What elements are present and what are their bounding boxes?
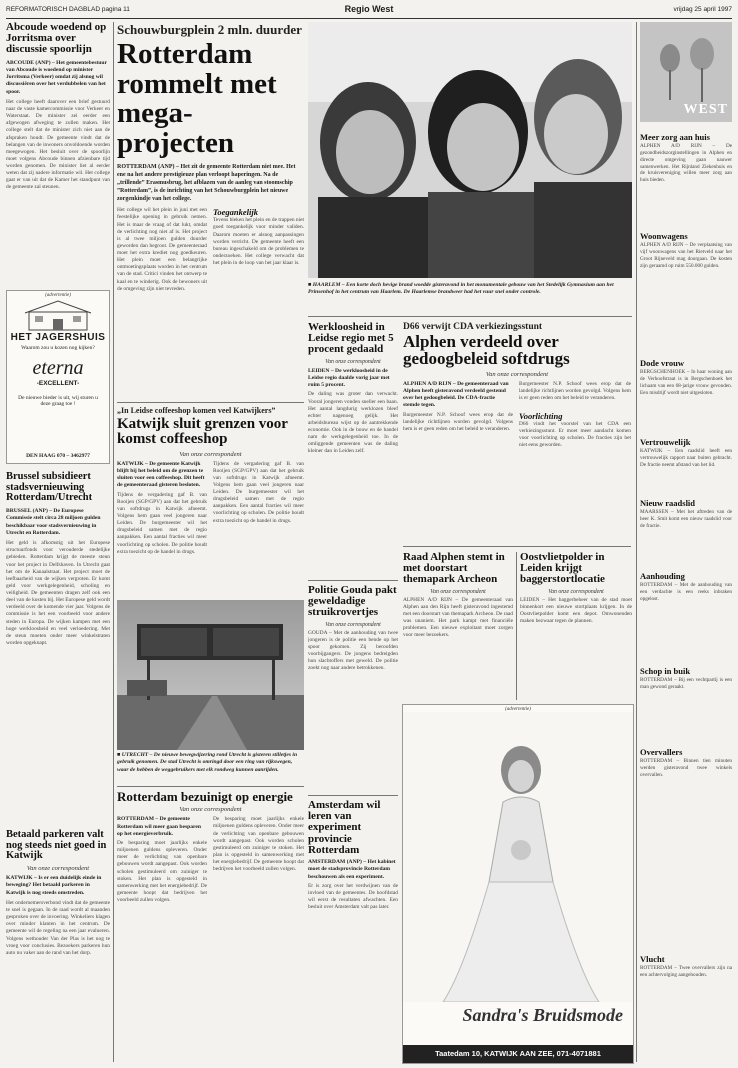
headline: Amsterdam wil leren van experiment provincie Rotterdam [308, 799, 381, 856]
body-col-b: Tevens bleken het plein en de trappen niet goed toegankelijk voor minder validen. Daarom moeten er alsnog aanpassingen worden verricht. De gemeente heeft een bureau ingeschakeld om de problemen te onderzoeken. Het college verwacht dat het plein in de loop van het jaar klaar is. [213, 217, 304, 267]
byline: Van onze correspondent [430, 588, 486, 595]
headline: Rotterdam bezuinigt op energie [117, 789, 293, 804]
article-katwijk-parkeren [6, 830, 110, 1040]
col-divider [636, 22, 637, 1062]
body: LEIDEN – Het baggerbeheer van de stad moet binnenkort een nieuwe stortplaats krijgen. In de Oostvlietpolder komt een depot. Omwonenden maken bezwaar tegen de plannen. [520, 596, 632, 625]
headline: Rotterdam rommelt met mega-projecten [117, 38, 277, 159]
lead: KATWIJK – De gemeente Katwijk blijft bij het beleid om de grenzen te sluiten voor een coffeeshop. Dit heeft de gemeenteraad gisteren besloten. [117, 460, 205, 489]
brief-text: ALPHEN A/D RIJN – De verplaatsing van vijf woonwagens van het Rietveld naar het Groot Rijneveld mag doorgaan. De kosten zijn geraamd op ruim 550.000 gulden. [640, 242, 732, 269]
headline: Katwijk sluit grenzen voor komst coffeeshop [117, 416, 288, 448]
brief-title: Aanhouding [640, 571, 685, 581]
brief-text: KATWIJK – Een raadslid heeft een vertrouwelijk rapport naar buiten gebracht. De fractie neemt afstand van het lid. [640, 448, 732, 468]
article-katwijk-coffeeshop [117, 406, 304, 621]
body: Er is zorg over het verdwijnen van de invloed van de gemeentes. De hoofdstad wil eerst de resultaten afwachten. Een besluit over Amsterdam valt pas later. [308, 882, 398, 911]
section-rule [403, 546, 631, 547]
article-archeon [403, 552, 513, 717]
headline: Abcoude woedend op Jorritsma over discussie spoorlijn [6, 21, 107, 56]
headline: Politie Gouda pakt geweldadige struikrovertjes [308, 584, 397, 619]
section-rule [308, 316, 632, 317]
body: De daling was groter dan verwacht. Vooral jongeren vonden sneller een baan. Het aantal langdurig werklozen bleef echter nagenoeg gelijk. Het arbeidsbureau wijst op de aantrekkende economie. Ook in de bouw en de handel nam de werkgelegenheid toe. In de omliggende gemeenten was de daling kleiner dan in Leiden zelf. [308, 391, 398, 455]
paper-page-label: REFORMATORISCH DAGBLAD pagina 11 [6, 6, 130, 13]
ad-bridal [402, 704, 634, 1064]
brief-text: ROTTERDAM – Bij een vechtpartij is een man gewond geraakt. [640, 677, 732, 690]
ad-subtitle: Waarom zou u kozen nog kijken? [21, 345, 95, 351]
kicker: „In Leidse coffeeshop komen veel Katwijkers” [117, 406, 276, 415]
brief-title: Vlucht [640, 954, 665, 964]
page-date: vrijdag 25 april 1997 [673, 6, 732, 13]
brief-item [640, 571, 732, 660]
region-banner [640, 22, 732, 122]
photo-haarlem-students [308, 22, 632, 278]
article-brussel [6, 472, 110, 772]
house-icon [7, 298, 109, 332]
brief-item [640, 747, 732, 948]
body: Burgemeester N.P. Schoof wees erop dat de landelijke richtlijnen worden gevolgd. Volgens hem is er geen reden om het beleid te veranderen. [403, 411, 513, 432]
brief-text: ROTTERDAM – Twee overvallers zijn na een achtervolging aangehouden. [640, 965, 732, 978]
brief-title: Nieuw raadslid [640, 498, 696, 508]
ad-label: (advertentie) [505, 707, 531, 712]
headline: Betaald parkeren valt nog steeds niet goed in Katwijk [6, 829, 107, 862]
headline: Oostvlietpolder in Leiden krijgt baggerstortlocatie [520, 551, 605, 586]
body: ALPHEN A/D RIJN – De gemeenteraad van Alphen aan den Rijn heeft gisteravond ingestemd met een doorstart van themapark Archeon. De raad was unaniem. Het park kampt met financiële problemen. Een nieuwe exploitant moet zorgen voor meer bezoekers. [403, 596, 513, 639]
headline: Alphen verdeeld over gedoogbeleid softdrugs [403, 332, 570, 369]
body-col-b: Tijdens de vergadering gaf B. van Rooijen (SGP/GPV) aan dat het gebruik van softdrugs in Katwijk afneemt. Volgens hem gaan veel jongeren naar Leiden. De burgemeester wil het drugsbeleid samen met de regio aanpakken. Een aantal fracties wil meer voorlichting op scholen. De politie houdt extra toezicht op de handel in drugs. [213, 460, 304, 524]
news-briefs [640, 126, 732, 1045]
photo-caption-haarlem: ■ HAARLEM – Een korte doch hevige brand woedde gisteravond in het monumentale gebouw van het Stedelijk Gymnasium aan het Prinsenhof in het centrum van Haarlem. De Haarlemse brandweer had het vuur snel onder controle. [308, 282, 614, 296]
byline: Van onze correspondent [179, 450, 242, 458]
article-amsterdam [308, 800, 398, 1048]
brief-item [640, 358, 732, 431]
body-col-a: Het college wil het plein in juni met een feestelijke opening in gebruik nemen. Het is maar de vraag of dat lukt, omdat de verlichting nog niet af is. Het project is al twee miljoen gulden duurder geworden dan begroot. De gemeenteraad moet het extra krediet nog goedkeuren. Het plein moet een belangrijke ontmoetingsplaats worden in het centrum van de stad. Critici vinden het ontwerp te kaal en te winderig. Ook de bewoners uit de omgeving zijn niet tevreden. [117, 207, 207, 292]
article-rotterdam-projects [117, 22, 304, 367]
ad-brand: eterna [32, 357, 84, 379]
body: Het geld is afkomstig uit het Europese structuurfonds voor verouderde stedelijke gebieden. Rotterdam krijgt de meeste steun voor het project in Delfshaven. In Utrecht gaat het om de Kanaalstraat. Het project moet de leefbaarheid van de wijken vergroten. Er komt geld voor werkgelegenheid, scholing en veiligheid. De gemeenten dragen zelf ook een deel van de kosten bij. Het Europese geld wordt verdeeld over de komende vier jaar. Volgens de commissie is het een voorbeeld voor andere steden in Europa. De wijken kampen met een hoge werkloosheid en veel verloedering. Met de steun moeten onder meer winkelstraten worden opgeknapt. [6, 540, 110, 646]
body: Het ondernemersverbond vindt dat de gemeente te snel is gegaan. In de raad wordt al maanden gesproken over de invoering. Winkeliers klagen over minder klanten in het centrum. De gemeente wil de regeling na een jaar evalueren. Volgens wethouder Van der Plas is het nog te vroeg voor conclusies. Bezoekers parkeren hun auto nu vaker aan de rand van het dorp. [6, 899, 110, 956]
headline: Werkloosheid in Leidse regio met 5 procent gedaald [308, 321, 394, 356]
section-rule [117, 402, 304, 403]
ad-label: (advertentie) [45, 293, 71, 298]
brief-title: Schop in buik [640, 666, 691, 676]
ad-title: HET JAGERSHUIS [10, 332, 106, 343]
headline: Raad Alphen stemt in met doorstart themapark Archeon [403, 551, 505, 586]
body-col-b: De besparing moet jaarlijks enkele miljoenen guldens opleveren. Onder meer de verlichting van openbare gebouwen wordt aangepast. Ook worden scholen gestimuleerd om zuiniger te stoken. Het plan is opgesteld in samenwerking met het energiebedrijf. De gemeente hoopt dat bedrijven het voorbeeld zullen volgen. [213, 816, 304, 873]
brief-text: ROTTERDAM – Binnen tien minuten werden gisteravond twee winkels overvallen. [640, 758, 732, 778]
headline: Brussel subsidieert stadsvernieuwing Rotterdam/Utrecht [6, 471, 93, 504]
ad-address: Taatedam 10, KATWIJK AAN ZEE, 071-4071881 [403, 1045, 633, 1063]
page-header [6, 4, 732, 18]
photo-utrecht-road [117, 600, 304, 750]
brief-title: Dode vrouw [640, 358, 684, 368]
header-rule [6, 18, 732, 19]
lead: KATWIJK – Is er een duidelijk einde in beweging? Het betaald parkeren in Katwijk is nog steeds omstreden. [6, 875, 102, 896]
lead: ROTTERDAM – De gemeente Rotterdam wil meer gaan besparen op het energieverbruik. [117, 816, 201, 837]
ad-brand: Sandra's Bruidsmode [462, 1005, 623, 1025]
lead: ABCOUDE (ANP) – Het gemeentebestuur van Abcoude is woedend op minister Jorritsma (Verkeer) omdat zij alsnog wil discussiëren over het verdubbelen van het spoor. [6, 59, 107, 95]
byline: Van onze correspondent [26, 865, 90, 873]
section-title: Regio West [344, 4, 394, 14]
byline: Van onze correspondent [325, 621, 381, 628]
body: GOUDA – Met de aanhouding van twee jongeren is de politie een bende op het spoor gekomen. Zij beroofden voorbijgangers. De jongens bedreigden hun slachtoffers met geweld. De politie zoekt nog naar andere betrokkenen. [308, 629, 398, 672]
brief-item [640, 498, 732, 565]
byline: Van onze correspondent [548, 588, 604, 595]
article-politie-gouda [308, 585, 398, 775]
lead: LEIDEN – De werkloosheid in de Leidse regio daalde vorig jaar met ruim 5 procent. [308, 367, 390, 389]
brief-item [640, 132, 732, 225]
article-abcoude [6, 22, 110, 276]
kicker: D66 verwijt CDA verkiezingsstunt [403, 322, 543, 332]
brief-item [640, 231, 732, 352]
brief-title: Vertrouwelijk [640, 437, 691, 447]
article-alphen-softdrugs [403, 322, 631, 521]
kicker: Schouwburgplein 2 mln. duurder [117, 22, 302, 37]
article-werkloosheid [308, 322, 398, 549]
article-rotterdam-energie [117, 790, 304, 1056]
photo-caption-utrecht: ■ UTRECHT – De nieuwe bewegwijzering rond Utrecht is gisteren stilletjes in gebruik genomen. De stad Utrecht is omringd door een ring van rijkswegen, waar de hebben de weggebruikers met elk rondweg kunnen aanrijden. [117, 752, 298, 773]
body: Tijdens de vergadering gaf B. van Rooijen (SGP/GPV) aan dat het gebruik van softdrugs in Katwijk afneemt. Volgens hem gaan veel jongeren naar Leiden. De burgemeester wil het drugsbeleid samen met de regio aanpakken. Een aantal fracties wil meer voorlichting op scholen. De politie houdt extra toezicht op de handel in drugs. [117, 491, 207, 555]
byline: Van onze correspondent [485, 370, 549, 378]
body-b: D66 vindt het voorstel van het CDA een verkiezingsstunt. Er moet meer aandacht komen voor voorlichting op scholen. De fracties zijn het niet eens geworden. [519, 420, 631, 449]
ad-tagline: -EXCELLENT- [36, 380, 80, 387]
brief-text: MAARSSEN – Met het aftreden van de heer K. Smit komt een nieuw raadslid voor de fractie. [640, 509, 732, 529]
lead: ALPHEN A/D RIJN – De gemeenteraad van Alphen heeft gisteravond verdeeld gestemd over het gedoogbeleid. De CDA-fractie stemde tegen. [403, 380, 509, 409]
ad-text: De nieuwe bieder is uit, wij sturen u deze graag toe ! [18, 395, 98, 407]
article-oostvlietpolder [520, 552, 632, 709]
brief-title: Overvallers [640, 747, 683, 757]
body: Het college heeft daarover een brief gestuurd naar de vaste kamercommissie voor Verkeer en Waterstaat. De minister zei eerder een afgewogen afweging te zullen maken. Het college stelt dat de minister zich niet aan de afspraken houdt. De gemeente vindt dat de belangen van de inwoners onvoldoende worden meegewogen. Het besluit over de spoorlijn moet volgens Abcoude binnen afzienbare tijd worden genomen. De minister liet al eerder weten dat zij nadere informatie wil. Het college gaat er van uit dat de Kamer het standpunt van de gemeente zal steunen. [6, 98, 110, 191]
body-cont: Burgemeester N.P. Schoof wees erop dat de landelijke richtlijnen worden gevolgd. Volgens hem is er geen reden om het beleid te veranderen. [519, 380, 631, 401]
brief-title: Meer zorg aan huis [640, 132, 710, 142]
col-divider [516, 552, 517, 700]
section-rule [308, 795, 398, 796]
subhead: Voorlichting [519, 410, 563, 421]
lead: BRUSSEL (ANP) – De Europese Commissie stelt circa 28 miljoen gulden beschikbaar voor stadsvernieuwing in Utrecht en Rotterdam. [6, 508, 101, 536]
byline: Van onze correspondent [179, 806, 242, 814]
banner-title: WEST [683, 102, 728, 117]
ad-jagershuis [6, 290, 110, 464]
lead: ROTTERDAM (ANP) – Het zit de gemeente Rotterdam niet mee. Het ene na het andere prestigieuze plan verloopt haperingen. Na de „trillende” Erasmusbrug, het afblazen van de aanleg van stoomschip ”Rotterdam”, is de inrichting van het Schouwburgplein het nieuwe zorgenkindje van het college. [117, 164, 296, 202]
col-divider [113, 22, 114, 1062]
brief-item [640, 666, 732, 741]
subhead: Toegankelijk [213, 207, 259, 218]
ad-phone: DEN HAAG 070 – 3462977 [26, 453, 90, 459]
brief-text: ALPHEN A/D RIJN – De gezondheidszorginstellingen in Alphen en directe omgeving gaan nauwer samenwerken. Het Rijnland Ziekenhuis en de kruisvereniging willen meer zorg aan huis bieden. [640, 143, 732, 184]
section-rule [117, 786, 304, 787]
body: De besparing moet jaarlijks enkele miljoenen guldens opleveren. Onder meer de verlichting van openbare gebouwen wordt aangepast. Ook worden scholen gestimuleerd om zuiniger te stoken. Het plan is opgesteld in samenwerking met het energiebedrijf. De gemeente hoopt dat bedrijven het voorbeeld zullen volgen. [117, 840, 207, 904]
brief-item [640, 954, 732, 1045]
brief-text: ROTTERDAM – Met de aanhouding van een verdachte is een reeks inbraken opgelost. [640, 582, 732, 602]
brief-text: BERGSCHENHOEK – In haar woning aan de Verhoofstraat is in Bergschenhoek het lichaam van een 68-jarige vrouw gevonden. Een misdrijf wordt niet uitgesloten. [640, 369, 732, 396]
section-rule [308, 580, 398, 581]
brief-title: Woonwagens [640, 231, 688, 241]
byline: Van onze correspondent [325, 358, 381, 365]
lead: AMSTERDAM (ANP) – Het kabinet moet de stadsprovincie Rotterdam beschouwen als een experiment. [308, 859, 396, 880]
bride-image [403, 712, 633, 1002]
brief-item [640, 437, 732, 492]
